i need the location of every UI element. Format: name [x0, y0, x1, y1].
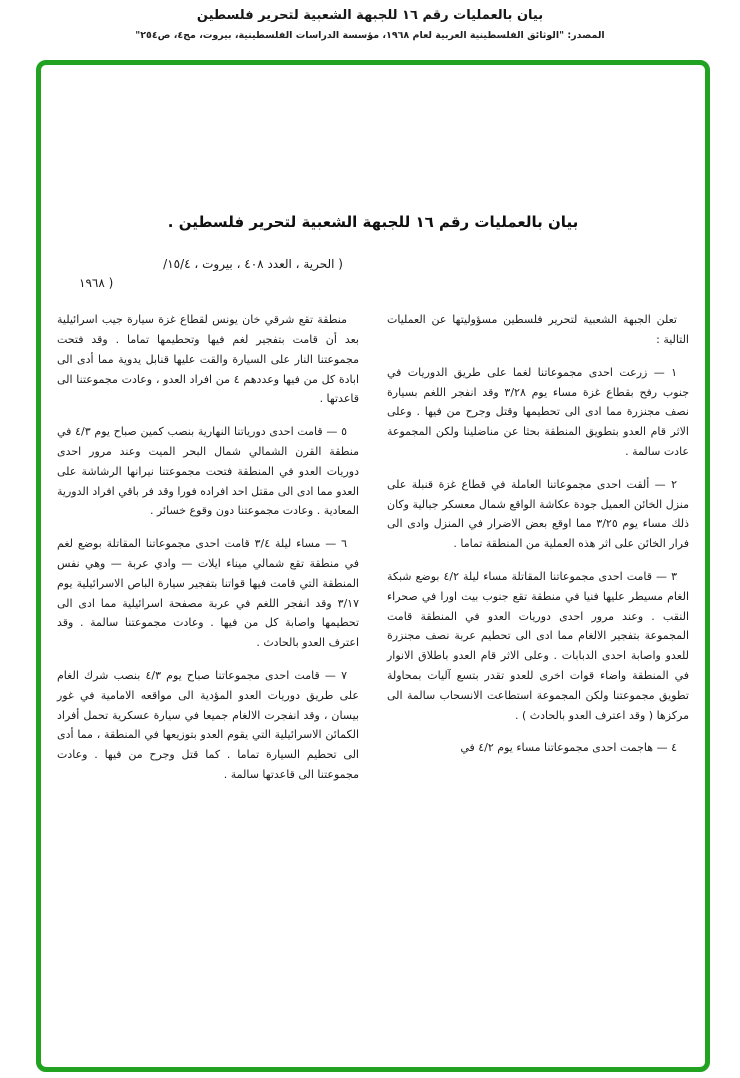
paragraph: منطقة تقع شرقي خان يونس لقطاع غزة سيارة جيب اسرائيلية بعد أن قامت بتفجير لغم فيها وتحطيمها تماما . وقد فتحت مجموعتنا النار على السيارة والقت عليها قنابل يدوية مما أدى الى ابادة كل من فيها وعددهم ٤ من افراد العدو ، وعادت مجموعتنا الى قاعدتها . [57, 313, 360, 406]
paragraph: تعلن الجبهة الشعبية لتحرير فلسطين مسؤوليتها عن العمليات التالية : [387, 313, 689, 346]
header-source-line: المصدر: "الوثائق الفلسطينية العربية لعام ١٩٦٨، مؤسسة الدراسات الفلسطينية، بيروت، مج٤، ص٢٥٤" [135, 30, 605, 41]
document-title: بيان بالعمليات رقم ١٦ للجبهة الشعبية لتحرير فلسطين . [167, 213, 579, 231]
paragraph: ٣ — قامت احدى مجموعاتنا المقاتلة مساء ليلة ٤/٢ بوضع شبكة الغام مسيطر عليها فنيا في منطقة تقع جنوب بيت اورا في صحراء النقب . وعند مرور احدى دوريات العدو في المنطقة قامت المجموعة بتفجير الالغام مما ادى الى تحطيم عربة نصف مجنزرة للعدو واصابة احدى الدبابات . وعلى الاثر قام العدو باطلاق الانوار في المنطقة واضاء قوات اخرى للعدو تقدر بتسع آليات بمحاولة تطويق مجموعتنا ولكن المجموعة استطاعت الانسحاب سالمة الى مركزها ( وقد اعترف العدو بالحادث ) . [387, 569, 689, 722]
paragraph: ٧ — قامت احدى مجموعاتنا صباح يوم ٤/٣ بنصب شرك الغام على طريق دوريات العدو المؤدية الى مواقعه الامامية في غور بيسان ، وقد انفجرت الالغام جميعا في سيارة عسكرية تحمل أفراد الكمائن الاسرائيلية التي يقوم العدو بتوزيعها في المنطقة ، مما أدى الى تحطيم السيارة تماما . كما قتل وجرح من فيها . وعادت مجموعتنا الى قاعدتها سالمة . [57, 668, 359, 781]
citation-line-1: ( الحرية ، العدد ٤٠٨ ، بيروت ، ١٥/٤/ [163, 257, 343, 271]
citation-block [63, 255, 343, 292]
header-title: بيان بالعمليات رقم ١٦ للجبهة الشعبية لتحرير فلسطين [196, 8, 544, 23]
scanned-document [41, 65, 705, 798]
paragraph: ٥ — قامت احدى دورياتنا النهارية بنصب كمين صباح يوم ٤/٣ في منطقة القرن الشمالي شمال البحر الميت وعند مرور احدى دوريات العدو في المنطقة فتحت مجموعتنا نيرانها الرشاشة على العدو مما ادى الى مقتل احد افراده فورا وقد فر باقي افراد الدورية المعادية . وعادت مجموعتنا دون وقوع خسائر . [57, 425, 359, 518]
document-frame [36, 60, 710, 1072]
column-right [387, 310, 689, 798]
paragraph: ٢ — ألقت احدى مجموعاتنا العاملة في قطاع غزة قنبلة على منزل الخائن العميل جودة عكاشة الواقع شمال معسكر جبالية وكان ذلك مساء يوم ٣/٢٥ مما اوقع بعض الاضرار في المنزل وادى الى فرار الخائن على اثر هذه العملية من المنطقة تماما . [387, 477, 689, 551]
column-left [57, 310, 359, 798]
paragraph: ١ — زرعت احدى مجموعاتنا لغما على طريق الدوريات في جنوب رفح بقطاع غزة مساء يوم ٣/٢٨ وقد انفجر اللغم بسيارة نصف مجنزرة مما ادى الى تحطيمها وقتل وجرح من فيها . وعلى الاثر قام العدو بتطويق المنطقة بحثا عن مناضلينا ولكن المجموعة عادت سالمة . [387, 365, 689, 458]
paragraph: ٦ — مساء ليلة ٣/٤ قامت احدى مجموعاتنا المقاتلة بوضع لغم في منطقة تقع شمالي ميناء ايلات — وادي عربة — وهي نفس المنطقة التي قامت فيها قواتنا بتفجير سيارة الباص الاسرائيلية يوم ٣/١٧ وقد انفجر اللغم في عربة مصفحة اسرائيلية مما ادى الى تحطيمها واصابة كل من فيها . وعادت مجموعتنا سالمة . وقد اعترف العدو بالحادث . [57, 537, 359, 650]
document-columns [57, 310, 689, 798]
paragraph: ٤ — هاجمت احدى مجموعاتنا مساء يوم ٤/٢ في [460, 741, 677, 755]
citation-line-2: ( ١٩٦٨ [79, 275, 114, 290]
page-header [0, 0, 740, 41]
